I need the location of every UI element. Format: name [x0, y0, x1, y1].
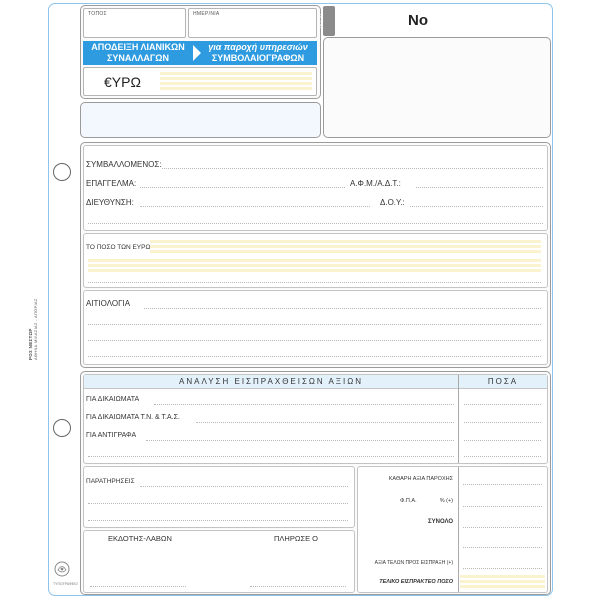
amount-words-section	[83, 233, 548, 288]
title-left-line-1: ΑΠΟΔΕΙΞΗ ΛΙΑΝΙΚΩΝ	[91, 42, 185, 52]
amounts-divider	[458, 375, 459, 463]
stamp-box[interactable]	[323, 37, 551, 138]
binder-hole-top	[53, 163, 71, 181]
reason-label: ΑΙΤΙΟΛΟΓΙΑ	[86, 299, 131, 308]
tax-office-field[interactable]	[410, 206, 543, 207]
date-field[interactable]	[188, 8, 317, 38]
totals-blank-amount[interactable]	[463, 547, 542, 548]
totals-section	[357, 466, 548, 593]
receipt-title-left	[85, 42, 191, 63]
amount-words-line-1[interactable]	[150, 240, 541, 254]
vat-number-label: Α.Φ.Μ./Α.Δ.Τ.:	[350, 179, 401, 188]
amount-words-label: ΤΟ ΠΟΣΟ ΤΩΝ ΕΥΡΩ	[86, 244, 151, 251]
notes-label: ΠΑΡΑΤΗΡΗΣΕΙΣ	[86, 478, 135, 485]
euro-amount-box[interactable]	[83, 67, 317, 96]
analysis-line-rights[interactable]	[154, 404, 454, 405]
currency-label: €ΥΡΩ	[104, 74, 141, 90]
title-right-line-1: για παροχή υπηρεσιών	[208, 42, 308, 52]
net-value-label: ΚΑΘΑΡΗ ΑΞΙΑ ΠΑΡΟΧΗΣ	[388, 476, 453, 482]
payer-signature-line[interactable]	[250, 586, 346, 587]
sum-label: ΣΥΝΟΛΟ	[428, 519, 453, 525]
amounts-title: ΠΟΣΑ	[487, 377, 519, 386]
date-label: ΗΜΕΡ/ΝΙΑ	[193, 11, 220, 17]
client-extra-line[interactable]	[88, 223, 543, 224]
profession-field[interactable]	[140, 187, 345, 188]
signatures-section	[83, 530, 355, 593]
printer-logo	[53, 560, 78, 592]
fees-amount[interactable]	[463, 568, 542, 569]
analysis-title: ΑΝΑΛΥΣΗ ΕΙΣΠΡΑΧΘΕΙΣΩΝ ΑΞΙΩΝ	[179, 377, 363, 386]
final-amount-label: ΤΕΛΙΚΟ ΕΙΣΠΡΑΚΤΕΟ ΠΟΣΟ	[379, 579, 453, 585]
amount-line-tn-tas[interactable]	[464, 422, 541, 423]
contractor-field[interactable]	[162, 168, 543, 169]
printer-logo-text: ΤΥΠΟΓΡΑΦΕΙΟ	[53, 582, 78, 586]
title-left-line-2: ΣΥΝΑΛΛΑΓΩΝ	[106, 52, 170, 63]
analysis-line-extra[interactable]	[88, 456, 454, 457]
fees-label: ΑΞΙΑ ΤΕΛΩΝ ΠΡΟΣ ΕΙΣΠΡΑΞΗ (+)	[374, 560, 453, 566]
euro-amount-writing-area	[160, 72, 312, 92]
amount-line-extra[interactable]	[464, 456, 541, 457]
analysis-section	[83, 374, 548, 464]
amounts-header	[459, 375, 547, 389]
address-label: ΔΙΕΥΘΥΝΣΗ:	[86, 198, 134, 207]
totals-divider	[458, 467, 459, 592]
title-right-line-2: ΣΥΜΒΟΛΑΙΟΓΡΑΦΩΝ	[211, 52, 305, 63]
analysis-header	[84, 375, 458, 389]
receipt-title-band	[83, 41, 317, 65]
final-amount-field[interactable]	[460, 575, 545, 590]
printer-line-1: ΡΟΣ ΝΕΣΤΩΡ	[28, 328, 33, 360]
notes-line-2[interactable]	[88, 503, 348, 504]
blank-info-box[interactable]	[80, 102, 321, 138]
printer-line-2: ΑΘΗΝΑ ΜΙΛΑΣΙΑΣ - ΑΠΟΡΙΑΣ	[33, 298, 38, 360]
address-field[interactable]	[140, 206, 370, 207]
vat-percent-label: % (+)	[439, 498, 453, 504]
notes-section	[83, 466, 355, 528]
notes-line-3[interactable]	[88, 520, 348, 521]
receipt-title-right	[201, 42, 315, 63]
reason-line-2[interactable]	[88, 324, 541, 325]
reason-line-1[interactable]	[144, 308, 541, 309]
analysis-row-rights: ΓΙΑ ΔΙΚΑΙΩΜΑΤΑ	[86, 396, 140, 403]
amount-words-line-3[interactable]	[88, 282, 541, 283]
title-arrow-icon	[193, 45, 201, 61]
place-field[interactable]	[83, 8, 186, 38]
tax-office-label: Δ.Ο.Υ.:	[380, 198, 405, 207]
printer-imprint	[28, 300, 38, 360]
reason-line-3[interactable]	[88, 340, 541, 341]
net-value-amount[interactable]	[463, 484, 542, 485]
analysis-line-copies[interactable]	[146, 440, 454, 441]
profession-label: ΕΠΑΓΓΕΛΜΑ:	[86, 179, 137, 188]
vat-label: Φ.Π.Α.	[400, 498, 417, 504]
amount-words-line-2[interactable]	[88, 259, 541, 273]
analysis-row-copies: ΓΙΑ ΑΝΤΙΓΡΑΦΑ	[86, 432, 137, 439]
sum-amount[interactable]	[463, 527, 542, 528]
place-label: ΤΟΠΟΣ	[88, 11, 107, 17]
receipt-number-label: Νο	[408, 12, 428, 29]
vat-number-field[interactable]	[416, 187, 543, 188]
issuer-label: ΕΚΔΟΤΗΣ-ΛΑΒΩΝ	[108, 534, 172, 543]
analysis-row-tn-tas: ΓΙΑ ΔΙΚΑΙΩΜΑΤΑ Τ.Ν. & Τ.Α.Σ.	[86, 414, 180, 421]
contractor-label: ΣΥΜΒΑΛΛΟΜΕΝΟΣ:	[86, 160, 162, 169]
printer-logo-icon	[53, 560, 71, 582]
client-section	[83, 145, 548, 231]
reason-line-4[interactable]	[88, 356, 541, 357]
vat-amount[interactable]	[463, 506, 542, 507]
issuer-signature-line[interactable]	[90, 586, 186, 587]
analysis-line-tn-tas[interactable]	[196, 422, 454, 423]
amount-line-rights[interactable]	[464, 404, 541, 405]
notes-line-1[interactable]	[140, 486, 348, 487]
reason-section	[83, 290, 548, 365]
paid-by-label: ΠΛΗΡΩΣΕ Ο	[274, 534, 319, 543]
amount-line-copies[interactable]	[464, 440, 541, 441]
receipt-code-tab	[318, 6, 335, 36]
receipt-code: 151-31	[318, 13, 325, 29]
binder-hole-bottom	[53, 419, 71, 437]
